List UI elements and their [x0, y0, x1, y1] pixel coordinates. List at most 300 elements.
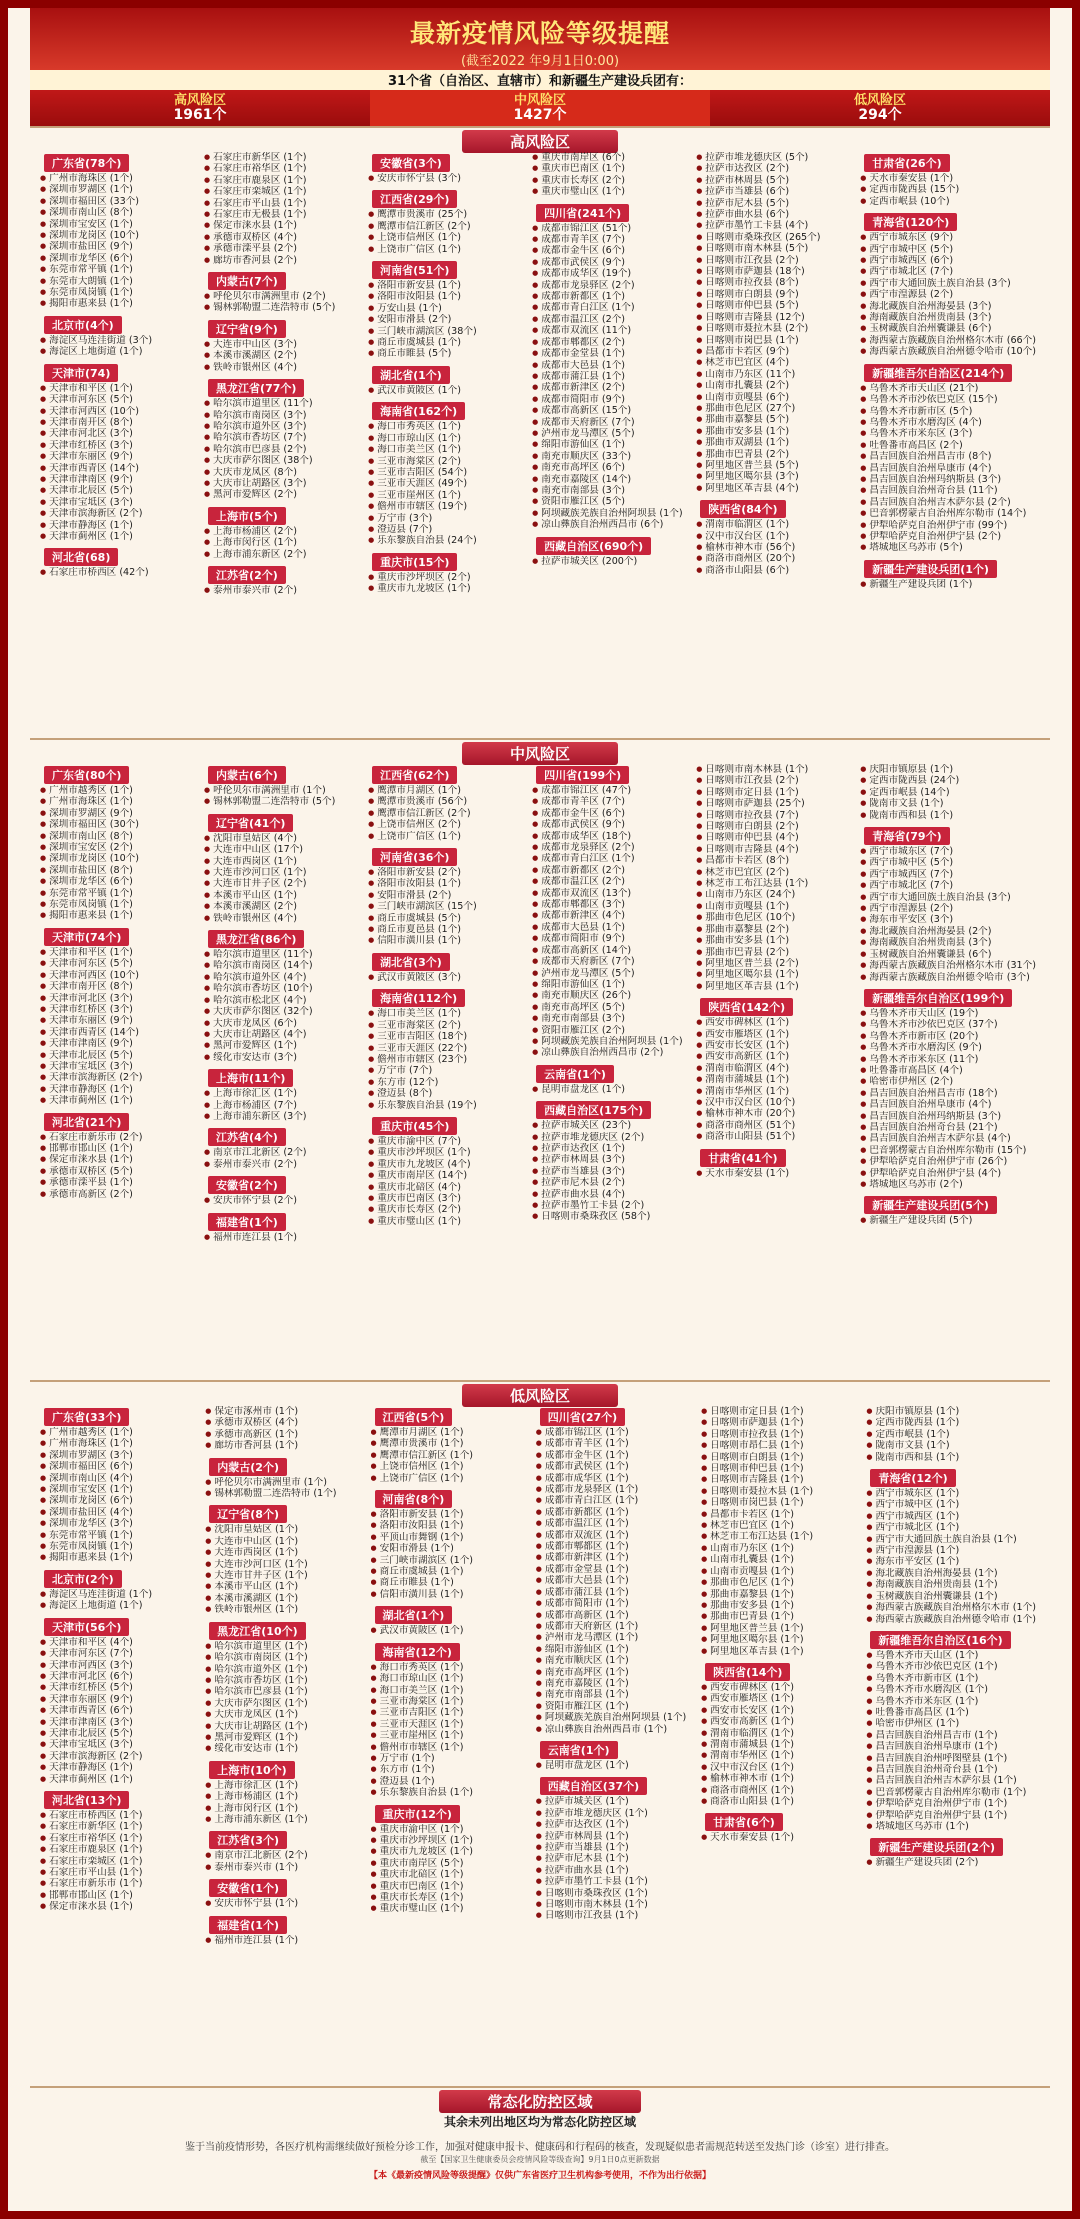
district-item: ● 日喀则市桑珠孜区 (58个) — [532, 1211, 692, 1222]
district-item: ● 日喀则市南木林县 (1个) — [536, 1899, 697, 1910]
district-item: ● 重庆市巴南区 (1个) — [532, 163, 692, 174]
district-item: ● 承德市滦平县 (2个) — [204, 243, 364, 254]
province-header — [208, 1213, 286, 1231]
province-count: (199个) — [577, 769, 622, 782]
district-item: ● 深圳市罗湖区 (1个) — [40, 184, 200, 195]
province-name: 上海市 — [216, 509, 250, 523]
district-item: ● 成都市武侯区 (1个) — [536, 1461, 697, 1472]
district-item: ● 乌鲁木齐市天山区 (21个) — [860, 383, 1036, 394]
province-block — [860, 152, 1036, 207]
province-header — [536, 537, 651, 555]
district-item: ● 拉萨市曲水县 (1个) — [536, 1865, 697, 1876]
province-header — [372, 848, 457, 866]
district-item: ● 成都市成华区 (19个) — [532, 268, 692, 279]
district-item: ● 石家庄市栾城区 (1个) — [40, 1856, 201, 1867]
district-item: ● 鹰潭市贵溪市 (56个) — [368, 796, 528, 807]
district-item: ● 揭阳市惠来县 (1个) — [40, 910, 200, 921]
district-item: ● 拉萨市林周县 (3个) — [532, 1154, 692, 1165]
district-item: ● 成都市龙泉驿区 (1个) — [536, 1484, 697, 1495]
province-name: 河南省 — [382, 1493, 416, 1507]
district-item: ● 日喀则市南木林县 (5个) — [696, 243, 856, 254]
province-header — [705, 1663, 790, 1681]
district-item: ● 哈尔滨市香坊区 (1个) — [205, 1675, 366, 1686]
province-block — [368, 1115, 528, 1227]
district-item: ● 本溪市平山区 (1个) — [204, 890, 364, 901]
district-item: ● 深圳市宝安区 (1个) — [40, 1484, 201, 1495]
district-item: ● 日喀则市岗巴县 (1个) — [696, 335, 856, 346]
district-item: ● 成都市青白江区 (1个) — [536, 1495, 697, 1506]
district-item: ● 日喀则市定日县 (1个) — [696, 787, 856, 798]
province-count: (8个) — [415, 1493, 445, 1507]
district-item: ● 东莞市常平镇 (1个) — [40, 1530, 201, 1541]
province-block — [40, 546, 200, 578]
district-item: ● 万宁市 (1个) — [371, 1753, 532, 1764]
province-count: (8个) — [250, 1508, 279, 1522]
district-item: ● 商洛市商州区 (20个) — [696, 553, 856, 564]
district-item: ● 成都市青羊区 (1个) — [536, 1438, 697, 1449]
province-block — [536, 1775, 697, 1921]
district-item: ● 日喀则市江孜县 (2个) — [696, 255, 856, 266]
province-block — [368, 188, 528, 255]
province-header — [375, 1643, 460, 1661]
district-item: ● 天津市蓟州区 (1个) — [40, 1095, 200, 1106]
district-item: ● 揭阳市惠来县 (1个) — [40, 1552, 201, 1563]
title-banner — [30, 8, 1050, 70]
district-item: ● 福州市连江县 (1个) — [204, 1232, 364, 1243]
province-name: 新疆生产建设兵团 — [872, 1199, 961, 1213]
district-item: ● 日喀则市定日县 (1个) — [701, 1406, 862, 1417]
district-item: ● 海口市秀英区 (1个) — [368, 421, 528, 432]
district-item: ● 东莞市凤岗镇 (1个) — [40, 287, 200, 298]
district-item: ● 商丘市虞城县 (1个) — [368, 337, 528, 348]
province-name: 西藏自治区 — [547, 1780, 603, 1794]
province-header — [372, 402, 465, 420]
province-block — [205, 1877, 366, 1909]
district-item: ● 昌吉回族自治州呼图壁县 (1个) — [866, 1753, 1036, 1764]
province-block — [866, 1467, 1036, 1625]
province-header — [870, 1838, 1003, 1856]
district-item: ● 保定市涞水县 (1个) — [204, 220, 364, 231]
province-header — [864, 1196, 997, 1214]
province-name: 安徽省 — [217, 1882, 251, 1896]
district-item: ● 天津市南开区 (8个) — [40, 417, 200, 428]
district-item: ● 洛阳市汝阳县 (1个) — [368, 291, 528, 302]
district-item: ● 海南藏族自治州贵南县 (3个) — [860, 312, 1036, 323]
district-item: ● 哈尔滨市道里区 (1个) — [205, 1641, 366, 1652]
district-item: ● 大连市沙河口区 (1个) — [205, 1559, 366, 1570]
province-name: 云南省 — [547, 1743, 581, 1757]
district-item: ● 三亚市天涯区 (1个) — [371, 1719, 532, 1730]
district-item: ● 上饶市信州区 (1个) — [371, 1461, 532, 1472]
district-item: ● 海北藏族自治州海晏县 (1个) — [866, 1568, 1036, 1579]
district-item: ● 西宁市大通回族土族自治县 (3个) — [860, 892, 1036, 903]
province-name: 陕西省 — [708, 503, 742, 517]
district-item: ● 成都市温江区 (1个) — [536, 1518, 697, 1529]
province-name: 江西省 — [380, 193, 414, 207]
district-item: ● 石家庄市桥西区 (1个) — [40, 1810, 201, 1821]
district-item: ● 天津市宝坻区 (3个) — [40, 1739, 201, 1750]
district-item: ● 巴音郭楞蒙古自治州库尔勒市 (14个) — [860, 508, 1036, 519]
district-item: ● 成都市双流区 (13个) — [532, 888, 692, 899]
province-name: 辽宁省 — [217, 1508, 251, 1522]
province-name: 江西省 — [382, 1411, 416, 1424]
district-item: ● 新疆生产建设兵团 (1个) — [860, 579, 1036, 590]
province-count: (199个) — [960, 991, 1005, 1005]
district-item: ● 深圳市罗湖区 (3个) — [40, 1450, 201, 1461]
district-item: ● 山南市乃东区 (1个) — [701, 1543, 862, 1554]
district-item: ● 日喀则市拉孜县 (1个) — [701, 1429, 862, 1440]
province-header — [540, 1777, 647, 1795]
province-count: (27个) — [580, 1411, 618, 1424]
province-name: 四川省 — [544, 769, 578, 782]
district-item: ● 承德市高新区 (2个) — [40, 1189, 200, 1200]
district-item: ● 凉山彝族自治州西昌市 (1个) — [536, 1724, 697, 1735]
province-block — [368, 846, 528, 947]
district-item: ● 日喀则市拉孜县 (7个) — [696, 810, 856, 821]
district-item: ● 成都市简阳市 (1个) — [536, 1598, 697, 1609]
district-item: ● 那曲市安多县 (1个) — [701, 1600, 862, 1611]
district-item: ● 广州市越秀区 (1个) — [40, 1427, 201, 1438]
province-header — [372, 190, 457, 208]
district-item: ● 那曲市嘉黎县 (2个) — [696, 924, 856, 935]
province-count: (1个) — [413, 368, 442, 382]
district-item: ● 那曲市安多县 (1个) — [696, 935, 856, 946]
district-item: ● 哈尔滨市香坊区 (10个) — [204, 983, 364, 994]
province-block — [204, 377, 364, 501]
province-block — [204, 1126, 364, 1170]
province-count: (1个) — [249, 1215, 278, 1229]
district-item: ● 拉萨市尼木县 (5个) — [696, 198, 856, 209]
district-item: ● 定西市岷县 (1个) — [866, 1429, 1036, 1440]
province-name: 海南省 — [380, 992, 414, 1006]
province-count: (78个) — [85, 157, 122, 170]
province-block — [866, 1836, 1036, 1868]
district-item: ● 西安市长安区 (1个) — [696, 1040, 856, 1051]
district-item: ● 呼伦贝尔市满洲里市 (1个) — [205, 1477, 366, 1488]
district-item: ● 广州市海珠区 (1个) — [40, 173, 200, 184]
district-item: ● 东莞市常平镇 (1个) — [40, 888, 200, 899]
province-count: (15个) — [413, 555, 450, 569]
province-block — [204, 505, 364, 560]
district-item: ● 成都市简阳市 (9个) — [532, 394, 692, 405]
district-item: ● 海西蒙古族藏族自治州德令哈市 (3个) — [860, 972, 1036, 983]
province-name: 甘肃省 — [708, 1151, 742, 1165]
district-item: ● 拉萨市堆龙德庆区 (5个) — [696, 152, 856, 163]
district-item: ● 澄迈县 (1个) — [371, 1776, 532, 1787]
district-item: ● 昌吉回族自治州吉木萨尔县 (2个) — [860, 497, 1036, 508]
province-name: 江西省 — [380, 769, 414, 782]
district-item: ● 伊犁哈萨克自治州伊宁市 (1个) — [866, 1798, 1036, 1809]
district-item: ● 天津市河西区 (10个) — [40, 406, 200, 417]
province-name: 重庆市 — [380, 555, 414, 569]
district-item: ● 重庆市北碚区 (1个) — [371, 1869, 532, 1880]
district-item: ● 大连市西岗区 (1个) — [204, 856, 364, 867]
district-item: ● 成都市新都区 (2个) — [532, 865, 692, 876]
province-count: (6个) — [746, 1816, 775, 1830]
province-count: (26个) — [905, 157, 942, 170]
province-header — [208, 379, 304, 397]
province-block — [860, 987, 1036, 1191]
district-item: ● 沈阳市皇姑区 (1个) — [205, 1524, 366, 1535]
province-name: 重庆市 — [382, 1807, 416, 1821]
district-item: ● 大连市甘井子区 (2个) — [204, 878, 364, 889]
district-item: ● 商丘市睢县 (1个) — [371, 1577, 532, 1588]
district-item: ● 日喀则市桑珠孜区 (1个) — [536, 1888, 697, 1899]
district-item: ● 成都市高新区 (15个) — [532, 405, 692, 416]
province-name: 上海市 — [216, 1072, 250, 1086]
district-item: ● 铁岭市银州区 (1个) — [205, 1604, 366, 1615]
district-item: ● 天津市滨海新区 (2个) — [40, 1751, 201, 1762]
district-item: ● 商丘市虞城县 (5个) — [368, 913, 528, 924]
province-count: (5个) — [249, 509, 278, 523]
province-name: 内蒙古 — [216, 769, 250, 782]
district-item: ● 阿里地区普兰县 (5个) — [696, 460, 856, 471]
district-item: ● 东方市 (12个) — [368, 1077, 528, 1088]
province-count: (68) — [85, 551, 111, 565]
district-item: ● 天津市宝坻区 (3个) — [40, 497, 200, 508]
district-item: ● 武汉市黄陂区 (3个) — [368, 972, 528, 983]
district-item: ● 吐鲁番市高昌区 (1个) — [866, 1707, 1036, 1718]
province-block — [696, 152, 856, 494]
province-name: 北京市 — [52, 1572, 85, 1586]
province-count: (1个) — [577, 1067, 606, 1081]
district-item: ● 海口市美兰区 (1个) — [371, 1685, 532, 1696]
province-count: (3个) — [413, 157, 442, 170]
district-item: ● 新疆生产建设兵团 (5个) — [860, 1215, 1036, 1226]
district-item: ● 商丘市夏邑县 (1个) — [368, 924, 528, 935]
province-header — [44, 1113, 129, 1131]
district-item: ● 西宁市湟源县 (2个) — [860, 903, 1036, 914]
district-item: ● 石家庄市鹿泉区 (1个) — [204, 175, 364, 186]
province-header — [375, 1606, 453, 1624]
district-item: ● 天津市东丽区 (9个) — [40, 1015, 200, 1026]
province-count: (120个) — [905, 216, 950, 230]
district-item: ● 三亚市海棠区 (1个) — [371, 1696, 532, 1707]
district-item: ● 塔城地区乌苏市 (1个) — [866, 1821, 1036, 1832]
province-block — [860, 825, 1036, 983]
district-item: ● 陇南市西和县 (1个) — [866, 1452, 1036, 1463]
province-header — [870, 1469, 955, 1487]
region-column — [696, 152, 860, 600]
province-count: (175个) — [599, 1104, 644, 1118]
district-item: ● 邯郸市邯山区 (1个) — [40, 1143, 200, 1154]
district-item: ● 大庆市龙凤区 (1个) — [205, 1709, 366, 1720]
region-column — [40, 764, 204, 1247]
district-item: ● 商丘市睢县 (5个) — [368, 348, 528, 359]
district-item: ● 南京市江北新区 (2个) — [204, 1147, 364, 1158]
district-item: ● 重庆市沙坪坝区 (2个) — [368, 572, 528, 583]
district-item: ● 铁岭市银州区 (4个) — [204, 362, 364, 373]
district-item: ● 呼伦贝尔市满洲里市 (2个) — [204, 291, 364, 302]
district-item: ● 深圳市南山区 (8个) — [40, 831, 200, 842]
province-block — [40, 1616, 201, 1785]
district-item: ● 海南藏族自治州贵南县 (3个) — [860, 937, 1036, 948]
district-item: ● 成都市大邑县 (1个) — [536, 1575, 697, 1586]
district-item: ● 成都市温江区 (2个) — [532, 314, 692, 325]
province-name: 甘肃省 — [713, 1816, 747, 1830]
province-name: 安徽省 — [216, 1179, 250, 1193]
province-count: (36个) — [413, 851, 450, 865]
page-title: 最新疫情风险等级提醒 — [409, 19, 670, 48]
district-item: ● 泰州市泰兴市 (2个) — [204, 585, 364, 596]
province-name: 新疆生产建设兵团 — [872, 562, 961, 576]
district-item: ● 成都市成华区 (18个) — [532, 831, 692, 842]
district-item: ● 大庆市萨尔图区 (32个) — [204, 1006, 364, 1017]
district-item: ● 西安市高新区 (1个) — [701, 1716, 862, 1727]
district-item: ● 成都市金牛区 (1个) — [536, 1450, 697, 1461]
district-item: ● 安庆市怀宁县 (2个) — [204, 1195, 364, 1206]
district-item: ● 成都市高新区 (14个) — [532, 945, 692, 956]
province-block — [696, 1147, 856, 1179]
district-item: ● 昌吉回族自治州奇台县 (1个) — [866, 1764, 1036, 1775]
district-item: ● 成都市成华区 (1个) — [536, 1473, 697, 1484]
province-count: (74) — [85, 366, 111, 380]
district-item: ● 天津市红桥区 (3个) — [40, 440, 200, 451]
district-item: ● 山南市贡嘎县 (6个) — [696, 392, 856, 403]
province-header — [375, 1805, 460, 1823]
district-item: ● 东莞市大朗镇 (1个) — [40, 276, 200, 287]
district-item: ● 南京市江北新区 (2个) — [205, 1850, 366, 1861]
district-item: ● 东莞市凤岗镇 (1个) — [40, 1541, 201, 1552]
district-item: ● 乐东黎族自治县 (1个) — [371, 1787, 532, 1798]
province-header — [372, 553, 457, 571]
province-count: (10个) — [250, 1763, 287, 1777]
province-count: (2个) — [249, 568, 278, 582]
district-item: ● 海北藏族自治州海晏县 (3个) — [860, 301, 1036, 312]
province-block — [204, 764, 364, 808]
district-item: ● 成都市大邑县 (1个) — [532, 922, 692, 933]
province-header — [209, 1458, 287, 1476]
province-name: 辽宁省 — [216, 816, 250, 830]
province-header — [208, 566, 286, 584]
footer-warning: 【本《最新疫情风险等级提醒》仅供广东省医疗卫生机构参考使用，不作为出行依据】 — [368, 2171, 711, 2181]
district-item: ● 日喀则市仲巴县 (5个) — [696, 300, 856, 311]
province-header — [540, 1408, 625, 1426]
district-item: ● 天津市河东区 (5个) — [40, 394, 200, 405]
district-item: ● 邯郸市邯山区 (1个) — [40, 1890, 201, 1901]
district-item: ● 儋州市市辖区 (1个) — [371, 1742, 532, 1753]
district-item: ● 重庆市巴南区 (1个) — [371, 1881, 532, 1892]
province-header — [700, 998, 793, 1016]
district-item: ● 哈尔滨市道里区 (11个) — [204, 398, 364, 409]
province-block — [205, 1406, 366, 1452]
district-item: ● 阿里地区普兰县 (1个) — [701, 1623, 862, 1634]
district-item: ● 澄迈县 (7个) — [368, 524, 528, 535]
province-count: (2个) — [85, 1572, 114, 1586]
district-item: ● 巴音郭楞蒙古自治州库尔勒市 (15个) — [860, 1145, 1036, 1156]
district-item: ● 日喀则市吉隆县 (12个) — [696, 312, 856, 323]
district-item: ● 乌鲁木齐市水磨沟区 (9个) — [860, 1042, 1036, 1053]
province-count: (74个) — [85, 930, 122, 944]
province-count: (41个) — [249, 816, 286, 830]
district-item: ● 昌吉回族自治州玛纳斯县 (3个) — [860, 474, 1036, 485]
district-item: ● 深圳市龙岗区 (10个) — [40, 853, 200, 864]
district-item: ● 哈尔滨市南岗区 (1个) — [205, 1652, 366, 1663]
district-item: ● 日喀则市白朗县 (1个) — [701, 1452, 862, 1463]
district-item: ● 庆阳市镇原县 (1个) — [866, 1406, 1036, 1417]
province-header — [536, 1101, 651, 1119]
district-item: ● 定西市岷县 (14个) — [860, 787, 1036, 798]
district-item: ● 成都市龙泉驿区 (2个) — [532, 842, 692, 853]
province-block — [368, 400, 528, 546]
district-item: ● 泸州市龙马潭区 (5个) — [532, 428, 692, 439]
district-item: ● 上海市闵行区 (1个) — [204, 537, 364, 548]
district-item: ● 天水市秦安县 (1个) — [860, 173, 1036, 184]
district-item: ● 信阳市潢川县 (1个) — [371, 1589, 532, 1600]
district-item: ● 承德市双桥区 (4个) — [205, 1417, 366, 1428]
district-item: ● 大庆市萨尔图区 (38个) — [204, 455, 364, 466]
province-block — [368, 152, 528, 184]
district-item: ● 汉中市汉台区 (10个) — [696, 1097, 856, 1108]
district-item: ● 拉萨市尼木县 (1个) — [536, 1853, 697, 1864]
district-item: ● 天津市北辰区 (5个) — [40, 1050, 200, 1061]
district-item: ● 天津市西青区 (14个) — [40, 1027, 200, 1038]
province-header — [864, 827, 949, 845]
province-block — [205, 1503, 366, 1615]
province-block — [40, 314, 200, 358]
district-item: ● 沈阳市皇姑区 (4个) — [204, 833, 364, 844]
district-item: ● 林芝市巴宜区 (2个) — [696, 867, 856, 878]
province-count: (29个) — [413, 193, 450, 207]
district-item: ● 日喀则市萨迦县 (1个) — [701, 1417, 862, 1428]
district-item: ● 上海市闵行区 (1个) — [205, 1803, 366, 1814]
district-item: ● 万宁市 (7个) — [368, 1065, 528, 1076]
district-item: ● 天津市宝坻区 (3个) — [40, 1061, 200, 1072]
summary-medium-count: 1427个 — [513, 107, 567, 123]
district-item: ● 重庆市九龙坡区 (1个) — [371, 1846, 532, 1857]
province-count: (77个) — [260, 382, 297, 396]
district-item: ● 山南市贡嘎县 (1个) — [701, 1566, 862, 1577]
province-count: (2个) — [966, 1841, 996, 1855]
district-item: ● 哈尔滨市巴彦县 (2个) — [204, 444, 364, 455]
district-item: ● 昌吉回族自治州玛纳斯县 (3个) — [860, 1111, 1036, 1122]
province-name: 天津市 — [52, 1620, 85, 1634]
province-block — [860, 1194, 1036, 1226]
district-item: ● 哈尔滨市道外区 (1个) — [205, 1664, 366, 1675]
district-item: ● 大庆市龙凤区 (8个) — [204, 467, 364, 478]
district-item: ● 阿坝藏族羌族自治州阿坝县 (1个) — [532, 508, 692, 519]
section-columns — [30, 150, 1050, 600]
district-item: ● 承德市双桥区 (5个) — [40, 1166, 200, 1177]
district-item: ● 天津市河北区 (6个) — [40, 1671, 201, 1682]
district-item: ● 石家庄市平山县 (1个) — [204, 198, 364, 209]
district-item: ● 儋州市市辖区 (23个) — [368, 1054, 528, 1065]
province-count: (4个) — [85, 318, 114, 332]
province-name: 海南省 — [380, 405, 414, 419]
district-item: ● 海淀区上地街道 (1个) — [40, 1600, 201, 1611]
region-column — [40, 152, 204, 600]
district-item: ● 昌吉回族自治州吉木萨尔县 (1个) — [866, 1775, 1036, 1786]
footer-source: 截至【国家卫生健康委员会疫情风险等级查询】9月1日0点更新数据 — [420, 2155, 660, 2164]
summary-medium — [370, 90, 710, 126]
district-item: ● 昌吉回族自治州阜康市 (1个) — [866, 1741, 1036, 1752]
district-item: ● 上饶市广信区 (1个) — [371, 1473, 532, 1484]
province-count: (1个) — [250, 1918, 279, 1932]
district-item: ● 天津市河西区 (10个) — [40, 970, 200, 981]
district-item: ● 天津市河东区 (5个) — [40, 958, 200, 969]
district-item: ● 昌吉回族自治州奇台县 (21个) — [860, 1122, 1036, 1133]
province-count: (1个) — [415, 1609, 445, 1623]
district-item: ● 玉树藏族自治州囊谦县 (6个) — [860, 323, 1036, 334]
district-item: ● 南充市嘉陵区 (14个) — [532, 474, 692, 485]
province-count: (56个) — [85, 1620, 122, 1634]
district-item: ● 鹰潭市贵溪市 (25个) — [368, 209, 528, 220]
province-block — [532, 1099, 692, 1223]
district-item: ● 天津市和平区 (1个) — [40, 947, 200, 958]
province-block — [536, 1406, 697, 1735]
district-item: ● 昌吉回族自治州奇台县 (11个) — [860, 485, 1036, 496]
district-item: ● 昌吉回族自治州吉木萨尔县 (4个) — [860, 1133, 1036, 1144]
